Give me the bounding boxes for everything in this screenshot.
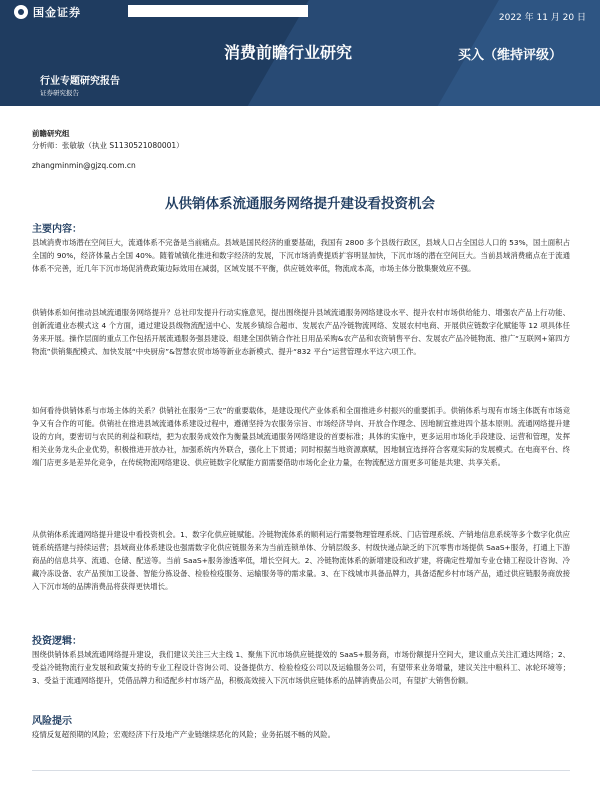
header-banner	[0, 0, 600, 106]
analyst-email: zhangminmin@gjzq.com.cn	[32, 161, 136, 170]
logo-icon	[14, 5, 28, 19]
main-paragraph-2: 供销体系如何推动县域流通服务网络提升？总社印发提升行动实施意见，提出围绕提升县域流通服务网络建设水平、提升农村市场供给能力、增强农产品上行功能、创新流通业态模式这 4 个方面，通过建设县级物流配送中心、发展乡镇综合超市、发展农产品冷链物流网络、发展农村电商、开展供应链数字化赋能等 12 项具体任务来开展。操作层面的重点工作包括开展流通服务强县建设、组建全国供销合作社日用品采购&农产品和农资销售平台、发展农产品冷链物流、推广“互联网+第四方物流”供销集配模式、加快发展“中央厨房”&智慧农贸市场等新业态新模式、提升“832 平台”运营管理水平这六项工作。	[32, 308, 570, 356]
report-subtype: 证券研究报告	[40, 89, 79, 97]
bottom-divider	[32, 770, 570, 771]
article-headline: 从供销体系流通服务网络提升建设看投资机会	[165, 196, 435, 212]
logic-paragraph: 围绕供销体系县域流通网络提升建设，我们建议关注三大主线 1、聚焦下沉市场供应链提效的 SaaS+服务商，市场份额提升空间大，建议重点关注汇通达网络；2、受益冷链物流行业发展和政策支持的专业工程设计咨询公司、设备提供方、检验检疫公司以及运输服务公司，有望带来业务增量，建议关注中粮科工、冰轮环境等；3、受益于流通网络提升，凭借品牌力和适配乡村市场产品，积极高效接入下沉市场供应链体系的品牌消费品公司，有望扩大销售份额。	[32, 650, 570, 685]
section-title-main: 主要内容：	[32, 224, 82, 235]
main-paragraph-1: 县域消费市场潜在空间巨大，流通体系不完备是当前痛点。县域是国民经济的重要基础，我国有 2800 多个县级行政区，县域人口占全国总人口的 53%，国土面积占全国的 90%，经济体量占全国 40%。随着城镇化推进和数字经济的发展，下沉市场消费提质扩容明显加快，下沉市场的潜在空间巨大。当前县域消费痛点在于流通体系不完善，近几年下沉市场促消费政策边际效用在减弱，区域发展不平衡，供应链效率低，物流成本高，市场主体分散集聚效应不强。	[32, 238, 570, 273]
report-type: 行业专题研究报告	[40, 76, 120, 87]
main-paragraph-3: 如何看待供销体系与市场主体的关系？供销社在服务“三农”的重要载体，是建设现代产业体系和全面推进乡村振兴的重要抓手。供销体系与现有市场主体既有市场竞争又有合作的可能。供销社在推进县域流通体系建设过程中，遵循坚持为农服务宗旨、市场经济导向、开放合作理念、因地制宜推进四个基本原则。流通网络提升建设的方向，要密切与农民的利益和联结，把为农服务成效作为衡量县域流通服务网络建设的首要标准；具体的实施中，更多运用市场化手段建设、运营和管理，发挥相关业务龙头企业优势，积极推进开放办社，加强系统内外联合，强化上下贯通；同时根据当地资源禀赋，因地制宜选择符合客观实际的发展模式。在电商平台、终端门店更多是差异化竞争，在传统物流网络建设、供应链数字化赋能方面需要借助市场化企业力量，在物流配送方面更多可能是共建、共享关系。	[32, 406, 570, 467]
report-date: 2022 年 11 月 20 日	[498, 13, 586, 23]
section-title-logic: 投资逻辑：	[32, 636, 82, 647]
main-paragraph-4: 从供销体系流通网络提升建设中看投资机会。1、数字化供应链赋能。冷链物流体系的顺利运行需要物理管理系统、门店管理系统、产销地信息系统等多个数字化供应链系统搭建与持续运营；县域商业体系建设也强需数字化供应链服务来为当前连锁单体、分销层级多、村级快递点缺乏的下沉零售市场提供 SaaS+服务，打通上下游商品的信息共享、流通、仓储、配送等。当前 SaaS+服务渗透率低，增长空间大。2、冷链物流体系的新增建设和改扩建，将确定性增加专业仓储工程设计咨询、冷藏冷冻设备、农产品预加工设备、智能分拣设备、检验检疫服务、运输服务等的需求量。3、在下线城市具备品牌力，具备适配乡村市场产品，通过供应链服务商放接入下沉市场的品牌消费品将获得更快增长。	[32, 530, 570, 591]
author-block	[32, 128, 184, 172]
analyst-line: 分析师：张敏敏（执业 S1130521080001）	[32, 141, 184, 150]
author-group: 前瞻研究组	[32, 129, 70, 138]
company-logo	[14, 4, 81, 20]
rating-label: 买入（维持评级）	[458, 48, 563, 63]
redaction-box	[128, 5, 308, 17]
logo-text: 国金证券	[33, 6, 81, 19]
risk-paragraph: 疫情反复超预期的风险；宏观经济下行及地产产业链继续恶化的风险；业务拓展不畅的风险。	[32, 730, 336, 739]
report-title: 消费前瞻行业研究	[224, 43, 353, 62]
section-title-risk: 风险提示	[32, 716, 72, 727]
